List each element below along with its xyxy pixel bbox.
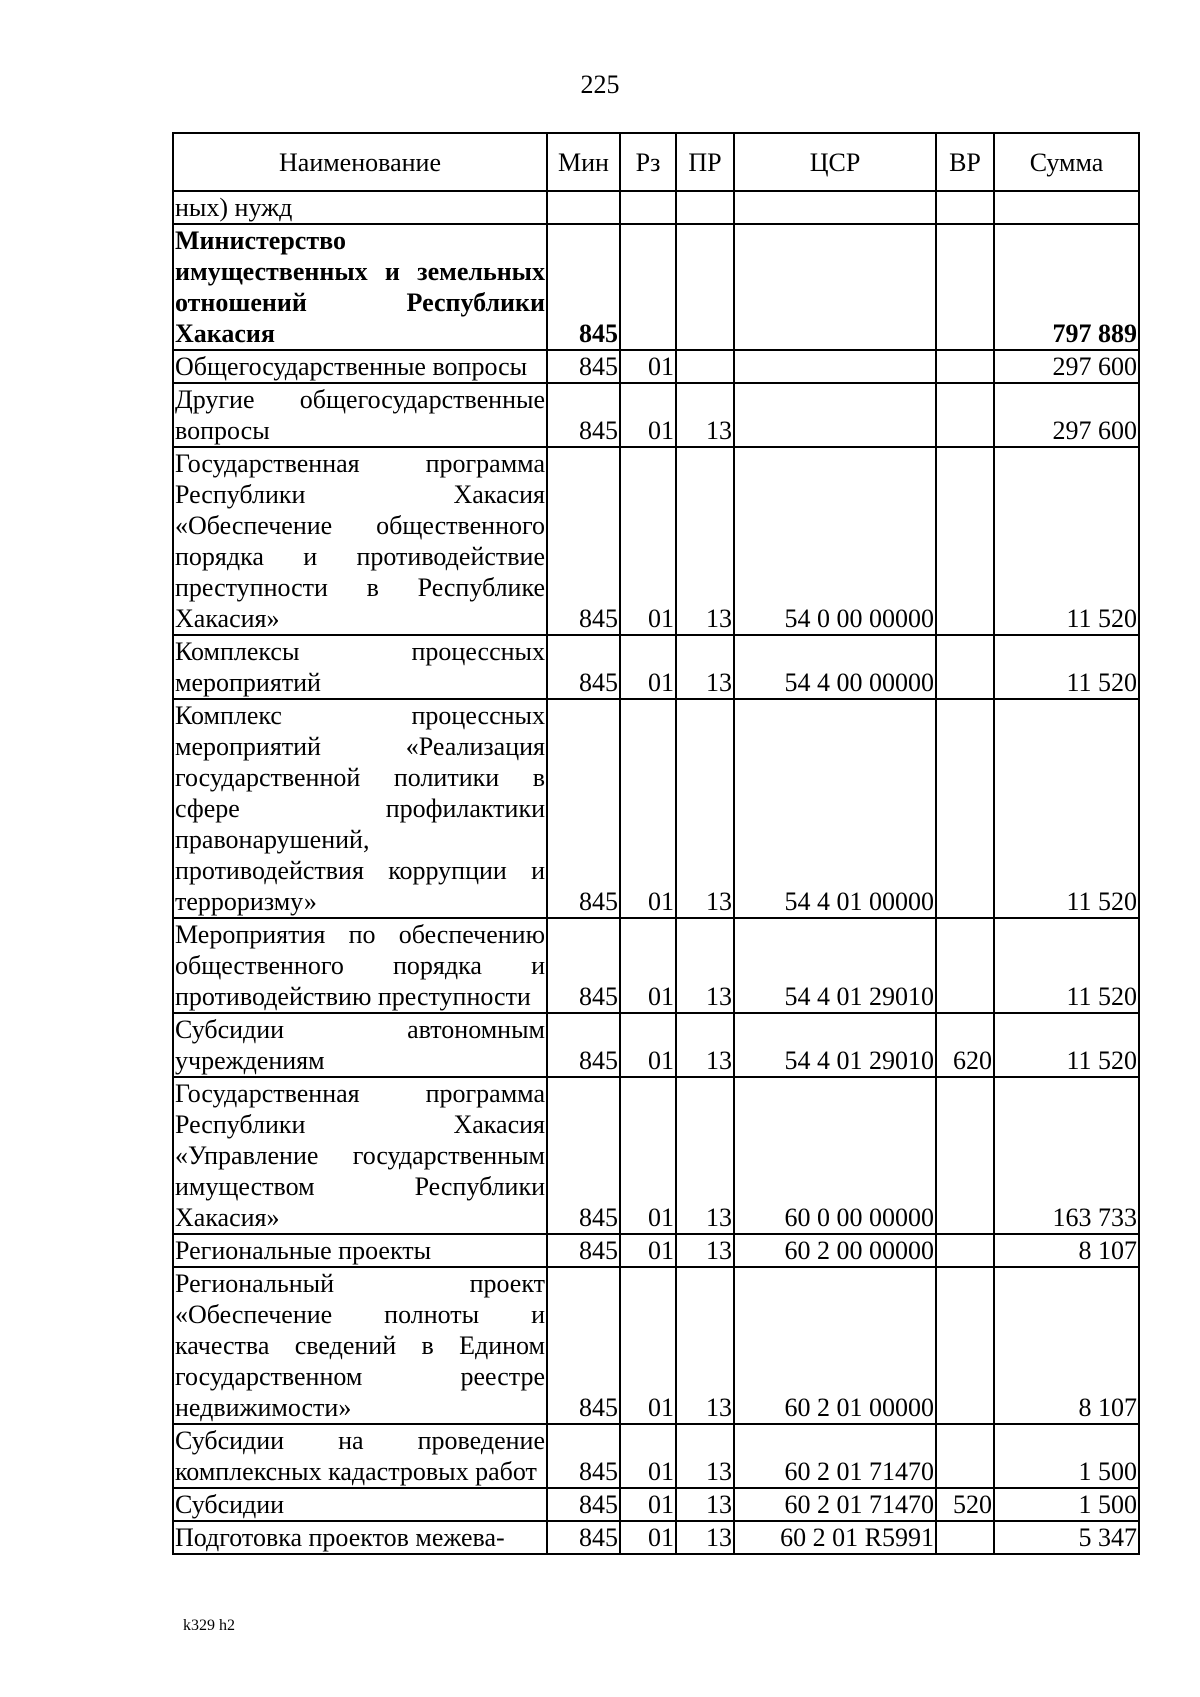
row-sum <box>994 191 1139 224</box>
row-name: Другие общегосударственные вопросы <box>175 385 545 445</box>
row-sum: 297 600 <box>994 383 1139 447</box>
row-name: Региональные проекты <box>173 1234 547 1267</box>
header-name: Наименование <box>173 133 547 191</box>
table-row <box>173 1488 1139 1521</box>
row-vr <box>936 699 994 918</box>
row-rz: 01 <box>620 918 676 1013</box>
row-rz: 01 <box>620 447 676 635</box>
table-row <box>173 1267 1139 1424</box>
row-name: Мероприятия по обеспечению общественного порядка и противодействию преступности <box>175 920 545 1011</box>
row-csr: 54 4 01 00000 <box>734 699 936 918</box>
row-csr: 60 2 01 71470 <box>734 1424 936 1488</box>
row-min: 845 <box>547 1234 620 1267</box>
row-vr <box>936 447 994 635</box>
row-min: 845 <box>547 350 620 383</box>
row-name: Региональный проект «Обеспечение полноты и качества сведений в Едином государственном реестре недвижимости» <box>175 1269 545 1422</box>
row-rz: 01 <box>620 699 676 918</box>
row-vr: 520 <box>936 1488 994 1521</box>
row-pr: 13 <box>676 447 734 635</box>
row-sum: 297 600 <box>994 350 1139 383</box>
row-name: Субсидии на проведение комплексных кадастровых работ <box>175 1426 545 1486</box>
page-number: 225 <box>580 70 620 99</box>
header-vr: ВР <box>936 133 994 191</box>
row-min: 845 <box>547 1267 620 1424</box>
table-row <box>173 1521 1139 1554</box>
row-vr <box>936 350 994 383</box>
row-vr: 620 <box>936 1013 994 1077</box>
row-min: 845 <box>547 383 620 447</box>
row-name: Общегосударственные вопросы <box>173 350 547 383</box>
row-sum: 11 520 <box>994 918 1139 1013</box>
row-pr: 13 <box>676 635 734 699</box>
table-header-row <box>173 133 1139 191</box>
budget-table <box>172 132 1140 1555</box>
row-vr <box>936 224 994 350</box>
row-name: ных) нужд <box>173 191 547 224</box>
table-row <box>173 1077 1139 1234</box>
header-csr: ЦСР <box>734 133 936 191</box>
row-min: 845 <box>547 1488 620 1521</box>
table-row <box>173 224 1139 350</box>
table-row <box>173 447 1139 635</box>
row-sum: 1 500 <box>994 1488 1139 1521</box>
row-rz: 01 <box>620 1521 676 1554</box>
row-sum: 11 520 <box>994 1013 1139 1077</box>
row-csr <box>734 350 936 383</box>
row-pr <box>676 191 734 224</box>
row-csr: 60 2 01 00000 <box>734 1267 936 1424</box>
row-csr: 54 0 00 00000 <box>734 447 936 635</box>
row-csr: 60 2 01 71470 <box>734 1488 936 1521</box>
row-csr: 60 2 00 00000 <box>734 1234 936 1267</box>
row-rz: 01 <box>620 1234 676 1267</box>
row-pr: 13 <box>676 699 734 918</box>
row-csr: 54 4 01 29010 <box>734 918 936 1013</box>
row-sum: 797 889 <box>994 224 1139 350</box>
row-pr: 13 <box>676 1424 734 1488</box>
row-sum: 1 500 <box>994 1424 1139 1488</box>
row-csr <box>734 224 936 350</box>
header-rz: Рз <box>620 133 676 191</box>
row-rz <box>620 224 676 350</box>
table-row <box>173 383 1139 447</box>
row-name: Субсидии автономным учреждениям <box>175 1015 545 1075</box>
row-rz: 01 <box>620 1267 676 1424</box>
row-name: Комплекс процессных мероприятий «Реализация государственной политики в сфере профилактики правонарушений, противодействия коррупции и терроризму» <box>175 701 545 916</box>
row-min: 845 <box>547 1521 620 1554</box>
table-row <box>173 1013 1139 1077</box>
row-csr: 54 4 00 00000 <box>734 635 936 699</box>
row-vr <box>936 1267 994 1424</box>
row-min: 845 <box>547 1424 620 1488</box>
table-row <box>173 1234 1139 1267</box>
row-min: 845 <box>547 635 620 699</box>
row-rz: 01 <box>620 350 676 383</box>
row-pr: 13 <box>676 383 734 447</box>
header-min: Мин <box>547 133 620 191</box>
table-body <box>173 191 1139 1554</box>
table-row <box>173 1424 1139 1488</box>
row-rz: 01 <box>620 1488 676 1521</box>
row-rz: 01 <box>620 1013 676 1077</box>
row-name: Субсидии <box>173 1488 547 1521</box>
row-pr: 13 <box>676 1521 734 1554</box>
row-csr: 60 0 00 00000 <box>734 1077 936 1234</box>
row-sum: 11 520 <box>994 635 1139 699</box>
row-vr <box>936 1077 994 1234</box>
row-csr: 54 4 01 29010 <box>734 1013 936 1077</box>
row-vr <box>936 918 994 1013</box>
row-name: Комплексы процессных мероприятий <box>175 637 545 697</box>
row-csr <box>734 191 936 224</box>
row-name: Государственная программа Республики Хакасия «Управление государственным имуществом Республики Хакасия» <box>175 1079 545 1232</box>
header-sum: Сумма <box>994 133 1139 191</box>
row-sum: 8 107 <box>994 1267 1139 1424</box>
row-vr <box>936 1234 994 1267</box>
table-row <box>173 635 1139 699</box>
row-vr <box>936 1521 994 1554</box>
table-row <box>173 699 1139 918</box>
row-rz: 01 <box>620 383 676 447</box>
row-pr <box>676 350 734 383</box>
table-row <box>173 918 1139 1013</box>
row-name: Подготовка проектов межева- <box>173 1521 547 1554</box>
row-sum: 11 520 <box>994 447 1139 635</box>
row-min: 845 <box>547 1077 620 1234</box>
row-csr: 60 2 01 R5991 <box>734 1521 936 1554</box>
row-sum: 8 107 <box>994 1234 1139 1267</box>
row-vr <box>936 635 994 699</box>
document-code: k329 h2 <box>183 1617 235 1634</box>
row-min: 845 <box>547 224 620 350</box>
row-min: 845 <box>547 1013 620 1077</box>
row-rz <box>620 191 676 224</box>
row-pr: 13 <box>676 1488 734 1521</box>
row-pr: 13 <box>676 1013 734 1077</box>
row-rz: 01 <box>620 1424 676 1488</box>
row-rz: 01 <box>620 1077 676 1234</box>
table-row <box>173 191 1139 224</box>
row-min <box>547 191 620 224</box>
row-min: 845 <box>547 699 620 918</box>
row-rz: 01 <box>620 635 676 699</box>
row-min: 845 <box>547 918 620 1013</box>
row-pr: 13 <box>676 1077 734 1234</box>
row-csr <box>734 383 936 447</box>
row-pr: 13 <box>676 918 734 1013</box>
row-name: Государственная программа Республики Хакасия «Обеспечение общественного порядка и противодействие преступности в Республике Хакасия» <box>175 449 545 633</box>
row-sum: 11 520 <box>994 699 1139 918</box>
row-vr <box>936 383 994 447</box>
row-vr <box>936 1424 994 1488</box>
row-name: Министерство имущественных и земельных отношений Республики Хакасия <box>175 226 545 348</box>
row-pr: 13 <box>676 1267 734 1424</box>
row-sum: 5 347 <box>994 1521 1139 1554</box>
row-vr <box>936 191 994 224</box>
row-min: 845 <box>547 447 620 635</box>
row-pr <box>676 224 734 350</box>
row-pr: 13 <box>676 1234 734 1267</box>
row-sum: 163 733 <box>994 1077 1139 1234</box>
table-row <box>173 350 1139 383</box>
header-pr: ПР <box>676 133 734 191</box>
